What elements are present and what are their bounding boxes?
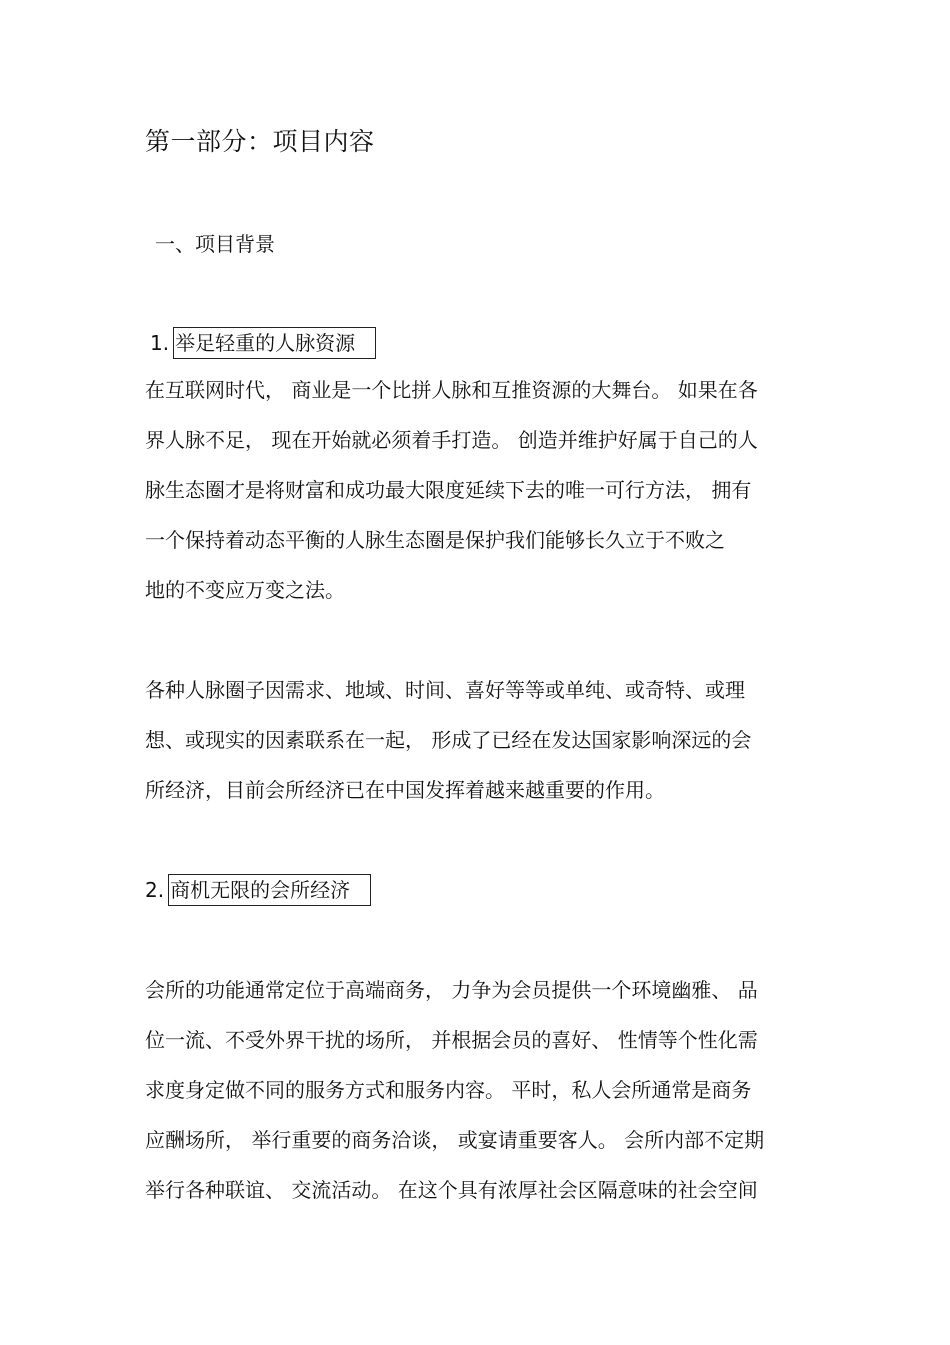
para1-line-1: 在互联网时代， 商业是一个比拼人脉和互推资源的大舞台。 如果在各	[145, 378, 758, 402]
subheading-1-title: 举足轻重的人脉资源	[173, 327, 376, 359]
subheading-2-title: 商机无限的会所经济	[168, 874, 371, 906]
para2-line-1: 各种人脉圈子因需求、地域、时间、喜好等等或单纯、或奇特、或理	[145, 678, 745, 702]
subheading-1	[150, 327, 376, 359]
para3-line-5: 举行各种联谊、 交流活动。 在这个具有浓厚社会区隔意味的社会空间	[145, 1178, 758, 1202]
para3-line-3: 求度身定做不同的服务方式和服务内容。 平时，私人会所通常是商务	[145, 1078, 752, 1102]
para1-line-3: 脉生态圈才是将财富和成功最大限度延续下去的唯一可行方法， 拥有	[145, 478, 752, 502]
part-title: 第一部分：项目内容	[145, 127, 375, 156]
para2-line-3: 所经济，目前会所经济已在中国发挥着越来越重要的作用。	[145, 778, 665, 802]
subheading-1-number: 1.	[150, 331, 170, 355]
section-title: 一、项目背景	[155, 232, 275, 256]
para1-line-2: 界人脉不足， 现在开始就必须着手打造。 创造并维护好属于自己的人	[145, 428, 758, 452]
para3-line-2: 位一流、不受外界干扰的场所， 并根据会员的喜好、 性情等个性化需	[145, 1028, 758, 1052]
para1-line-5: 地的不变应万变之法。	[145, 578, 345, 602]
subheading-2	[145, 874, 371, 906]
para1-line-4: 一个保持着动态平衡的人脉生态圈是保护我们能够长久立于不败之	[145, 528, 725, 552]
para3-line-1: 会所的功能通常定位于高端商务， 力争为会员提供一个环境幽雅、 品	[145, 978, 758, 1002]
subheading-2-number: 2.	[145, 878, 165, 902]
para3-line-4: 应酬场所， 举行重要的商务洽谈， 或宴请重要客人。 会所内部不定期	[145, 1128, 765, 1152]
para2-line-2: 想、或现实的因素联系在一起， 形成了已经在发达国家影响深远的会	[145, 728, 752, 752]
